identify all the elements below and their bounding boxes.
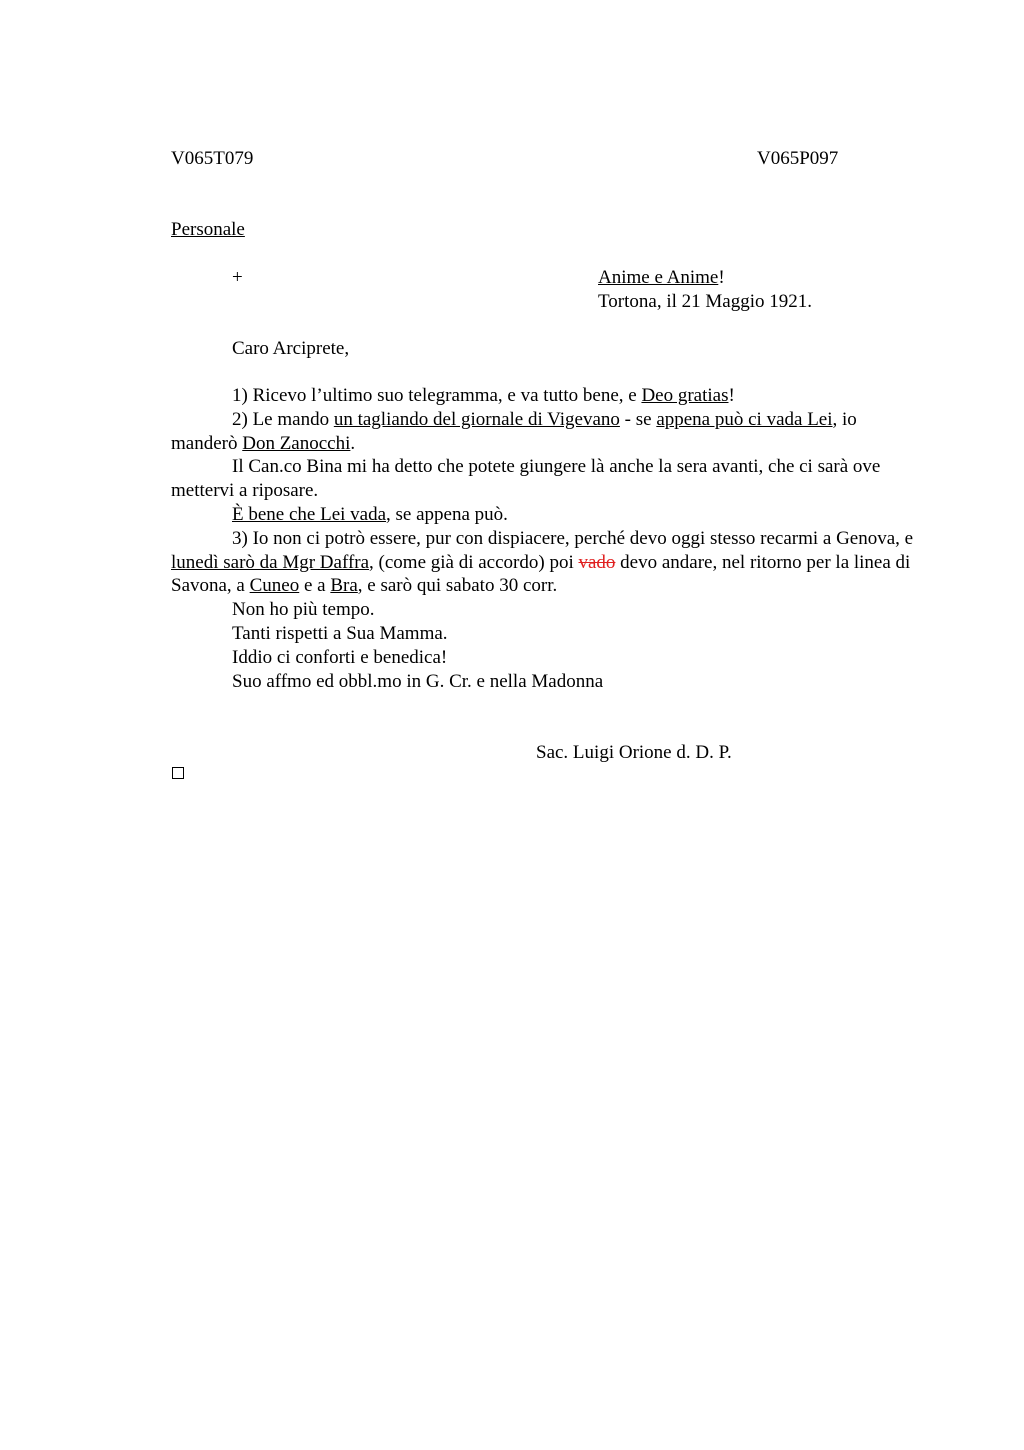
text-segment: - se xyxy=(619,408,657,430)
personal-label: Personale xyxy=(171,219,245,240)
paragraph-1 xyxy=(171,384,923,408)
paragraph-2 xyxy=(171,408,923,456)
text-segment: , io manderò xyxy=(171,408,857,454)
text-segment: 2) Le mando xyxy=(232,408,334,430)
paragraph-4 xyxy=(171,503,923,527)
text-segment: devo andare, nel ritorno per la linea di Savona, a xyxy=(171,551,911,597)
cross-mark: + xyxy=(232,267,243,288)
salutation: Caro Arciprete, xyxy=(232,338,350,359)
underlined-text: Cuneo xyxy=(249,575,300,597)
underlined-text: È bene che Lei vada xyxy=(232,503,387,525)
text-segment: 1) Ricevo l’ultimo suo telegramma, e va tutto bene, e xyxy=(232,385,642,406)
paragraph-3: Il Can.co Bina mi ha detto che potete giungere là anche la sera avanti, che ci sarà ove mettervi a riposare. xyxy=(171,456,881,502)
checkbox-square-icon xyxy=(172,767,184,779)
text-segment: 3) Io non ci potrò essere, pur con dispiacere, perché devo oggi stesso recarmi a Genova, e xyxy=(232,527,914,549)
document-code-left: V065T079 xyxy=(171,148,254,169)
letter-body xyxy=(171,384,923,693)
signature: Sac. Luigi Orione d. D. P. xyxy=(536,742,732,763)
text-segment: , (come già di accordo) poi xyxy=(369,551,579,573)
underlined-text: Don Zanocchi xyxy=(242,432,351,454)
underlined-text: Bra xyxy=(330,575,358,597)
motto-text: Anime e Anime xyxy=(598,267,719,288)
document-code-right: V065P097 xyxy=(757,148,839,169)
paragraph-8: Iddio ci conforti e benedica! xyxy=(232,646,448,668)
paragraph-7: Tanti rispetti a Sua Mamma. xyxy=(232,622,448,644)
motto-punct: ! xyxy=(718,267,725,288)
underlined-text: Deo gratias xyxy=(641,385,729,406)
paragraph-5 xyxy=(171,527,923,598)
text-segment: ! xyxy=(728,385,735,406)
closing-line: Suo affmo ed obbl.mo in G. Cr. e nella Madonna xyxy=(232,670,604,692)
underlined-text: appena può ci vada Lei xyxy=(656,408,833,430)
place-date: Tortona, il 21 Maggio 1921. xyxy=(598,291,812,312)
text-segment: . xyxy=(350,432,356,454)
text-segment: e a xyxy=(299,575,331,597)
struck-text: vado xyxy=(578,551,616,573)
text-segment: , se appena può. xyxy=(386,503,508,525)
motto xyxy=(598,266,725,290)
paragraph-6: Non ho più tempo. xyxy=(232,599,375,621)
underlined-text: lunedì sarò da Mgr Daffra xyxy=(171,551,370,573)
text-segment: , e sarò qui sabato 30 corr. xyxy=(357,575,558,597)
underlined-text: un tagliando del giornale di Vigevano xyxy=(333,408,620,430)
